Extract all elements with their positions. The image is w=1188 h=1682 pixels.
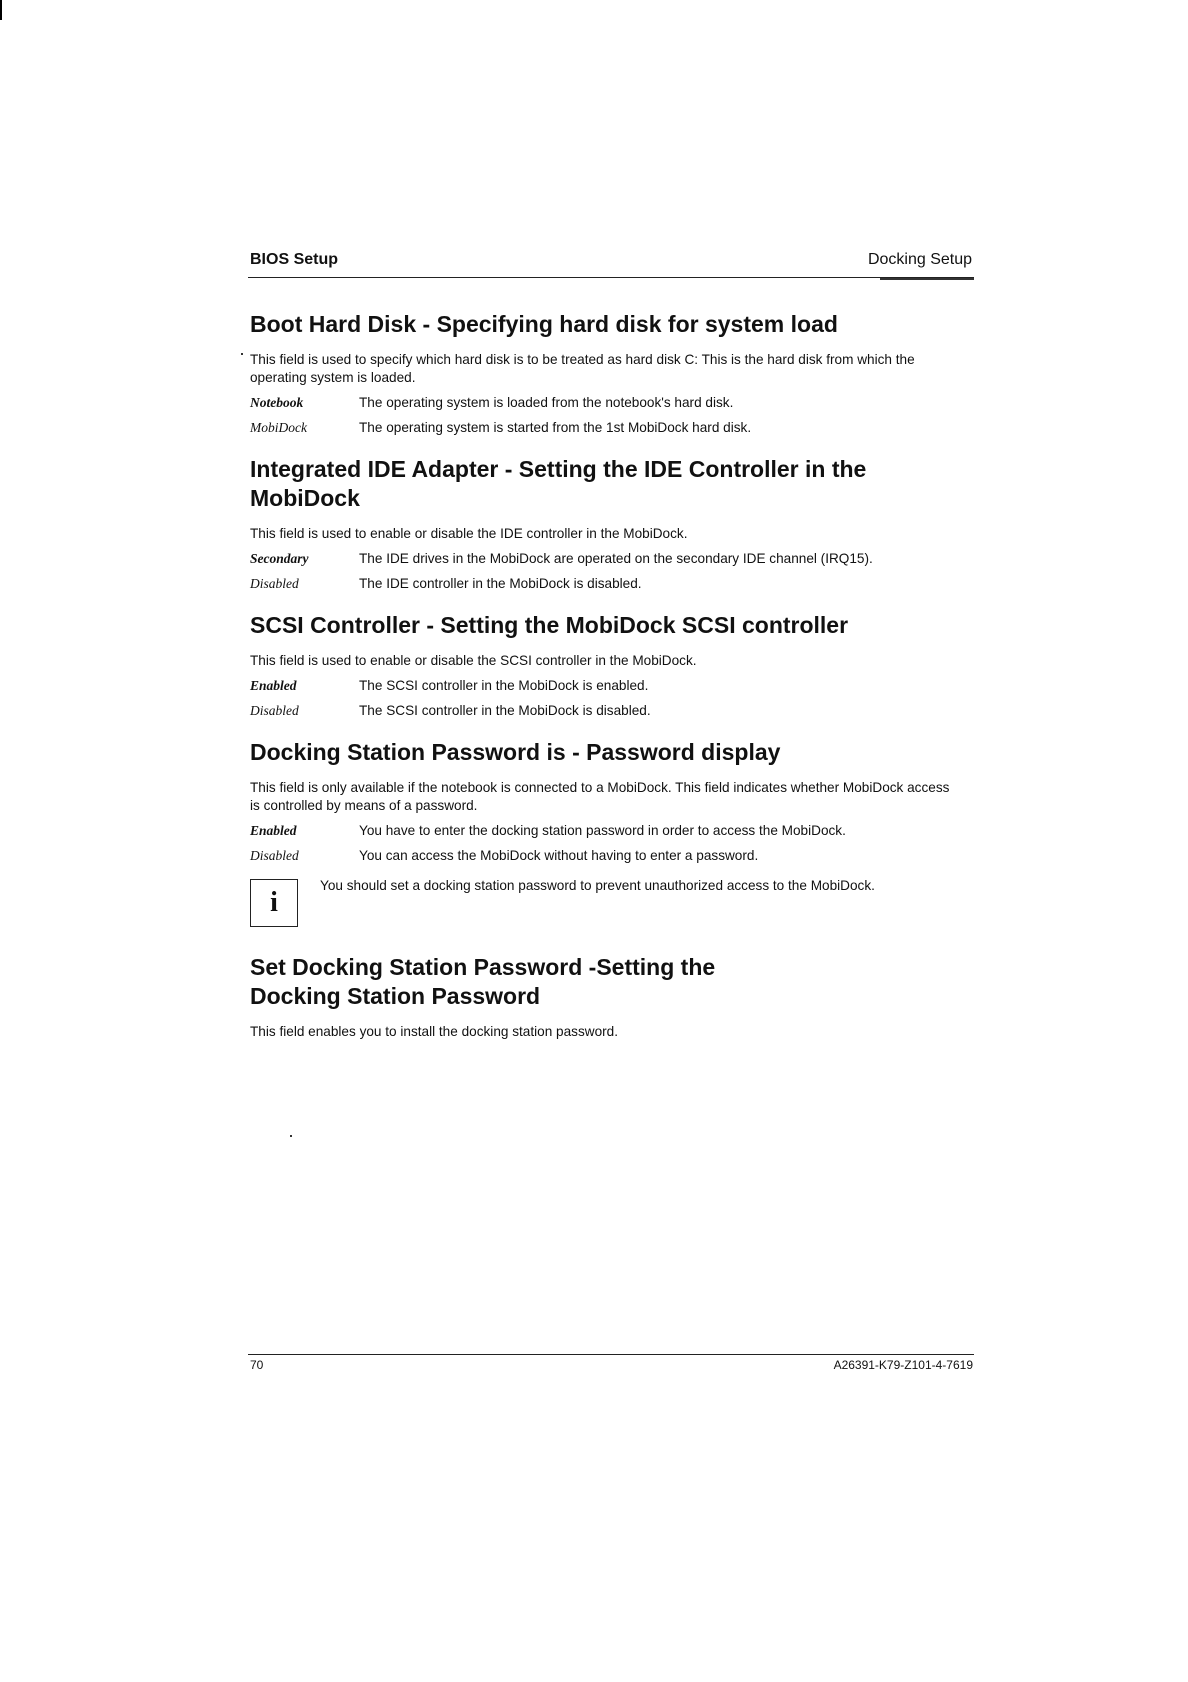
option-key: MobiDock	[250, 420, 307, 435]
option-row	[250, 550, 962, 568]
section-heading: SCSI Controller - Setting the MobiDock SCSI controller	[250, 612, 849, 638]
option-key: Enabled	[250, 823, 297, 838]
header-section-title: Docking Setup	[867, 251, 972, 268]
option-row	[250, 822, 962, 840]
info-glyph: i	[270, 887, 278, 918]
option-key: Secondary	[250, 551, 309, 566]
section-heading: Docking Station Password is - Password display	[250, 739, 781, 765]
info-icon	[250, 879, 298, 927]
scan-speck	[290, 1135, 292, 1137]
header-rule	[248, 277, 974, 278]
section-boot-hard-disk	[250, 310, 962, 437]
option-key: Notebook	[250, 395, 304, 410]
option-key: Disabled	[250, 576, 299, 591]
section-body: This field enables you to install the docking station password.	[250, 1024, 618, 1039]
section-heading: Integrated IDE Adapter - Setting the IDE Controller in the MobiDock	[250, 456, 867, 511]
option-row	[250, 847, 962, 865]
option-row	[250, 575, 962, 593]
section-body: This field is used to specify which hard disk is to be treated as hard disk C: This is the hard disk from which the operating system is loaded.	[250, 352, 915, 385]
option-description: You can access the MobiDock without having to enter a password.	[359, 848, 759, 863]
option-description: You have to enter the docking station password in order to access the MobiDock.	[359, 823, 846, 838]
option-key: Disabled	[250, 848, 299, 863]
section-body: This field is used to enable or disable the SCSI controller in the MobiDock.	[250, 653, 697, 668]
info-note	[250, 877, 962, 927]
document-number: A26391-K79-Z101-4-7619	[833, 1358, 973, 1372]
page-content	[250, 310, 962, 1059]
header-chapter-title: BIOS Setup	[250, 251, 339, 268]
option-description: The SCSI controller in the MobiDock is enabled.	[359, 678, 649, 693]
section-scsi-controller	[250, 611, 962, 720]
header-rule-accent	[880, 278, 974, 280]
scan-speck	[241, 353, 243, 355]
option-description: The IDE drives in the MobiDock are operated on the secondary IDE channel (IRQ15).	[359, 551, 873, 566]
running-header	[250, 249, 972, 279]
section-set-docking-station-password	[250, 953, 962, 1041]
page-number: 70	[250, 1358, 264, 1372]
section-heading: Set Docking Station Password -Setting the Docking Station Password	[250, 954, 716, 1009]
section-body: This field is used to enable or disable the IDE controller in the MobiDock.	[250, 526, 688, 541]
option-row	[250, 394, 962, 412]
section-heading: Boot Hard Disk - Specifying hard disk for system load	[250, 311, 838, 337]
option-key: Enabled	[250, 678, 297, 693]
option-description: The SCSI controller in the MobiDock is disabled.	[359, 703, 651, 718]
option-row	[250, 419, 962, 437]
section-integrated-ide-adapter	[250, 455, 962, 593]
note-text: You should set a docking station password to prevent unauthorized access to the MobiDock.	[320, 878, 875, 893]
option-description: The IDE controller in the MobiDock is disabled.	[359, 576, 642, 591]
option-description: The operating system is loaded from the notebook's hard disk.	[359, 395, 734, 410]
option-row	[250, 677, 962, 695]
scan-corner-mark	[0, 0, 2, 20]
option-row	[250, 702, 962, 720]
footer-rule	[248, 1354, 974, 1355]
option-description: The operating system is started from the 1st MobiDock hard disk.	[359, 420, 752, 435]
section-body: This field is only available if the notebook is connected to a MobiDock. This field indicates whether MobiDock access is controlled by means of a password.	[250, 780, 950, 813]
section-docking-station-password-display	[250, 738, 962, 865]
option-key: Disabled	[250, 703, 299, 718]
